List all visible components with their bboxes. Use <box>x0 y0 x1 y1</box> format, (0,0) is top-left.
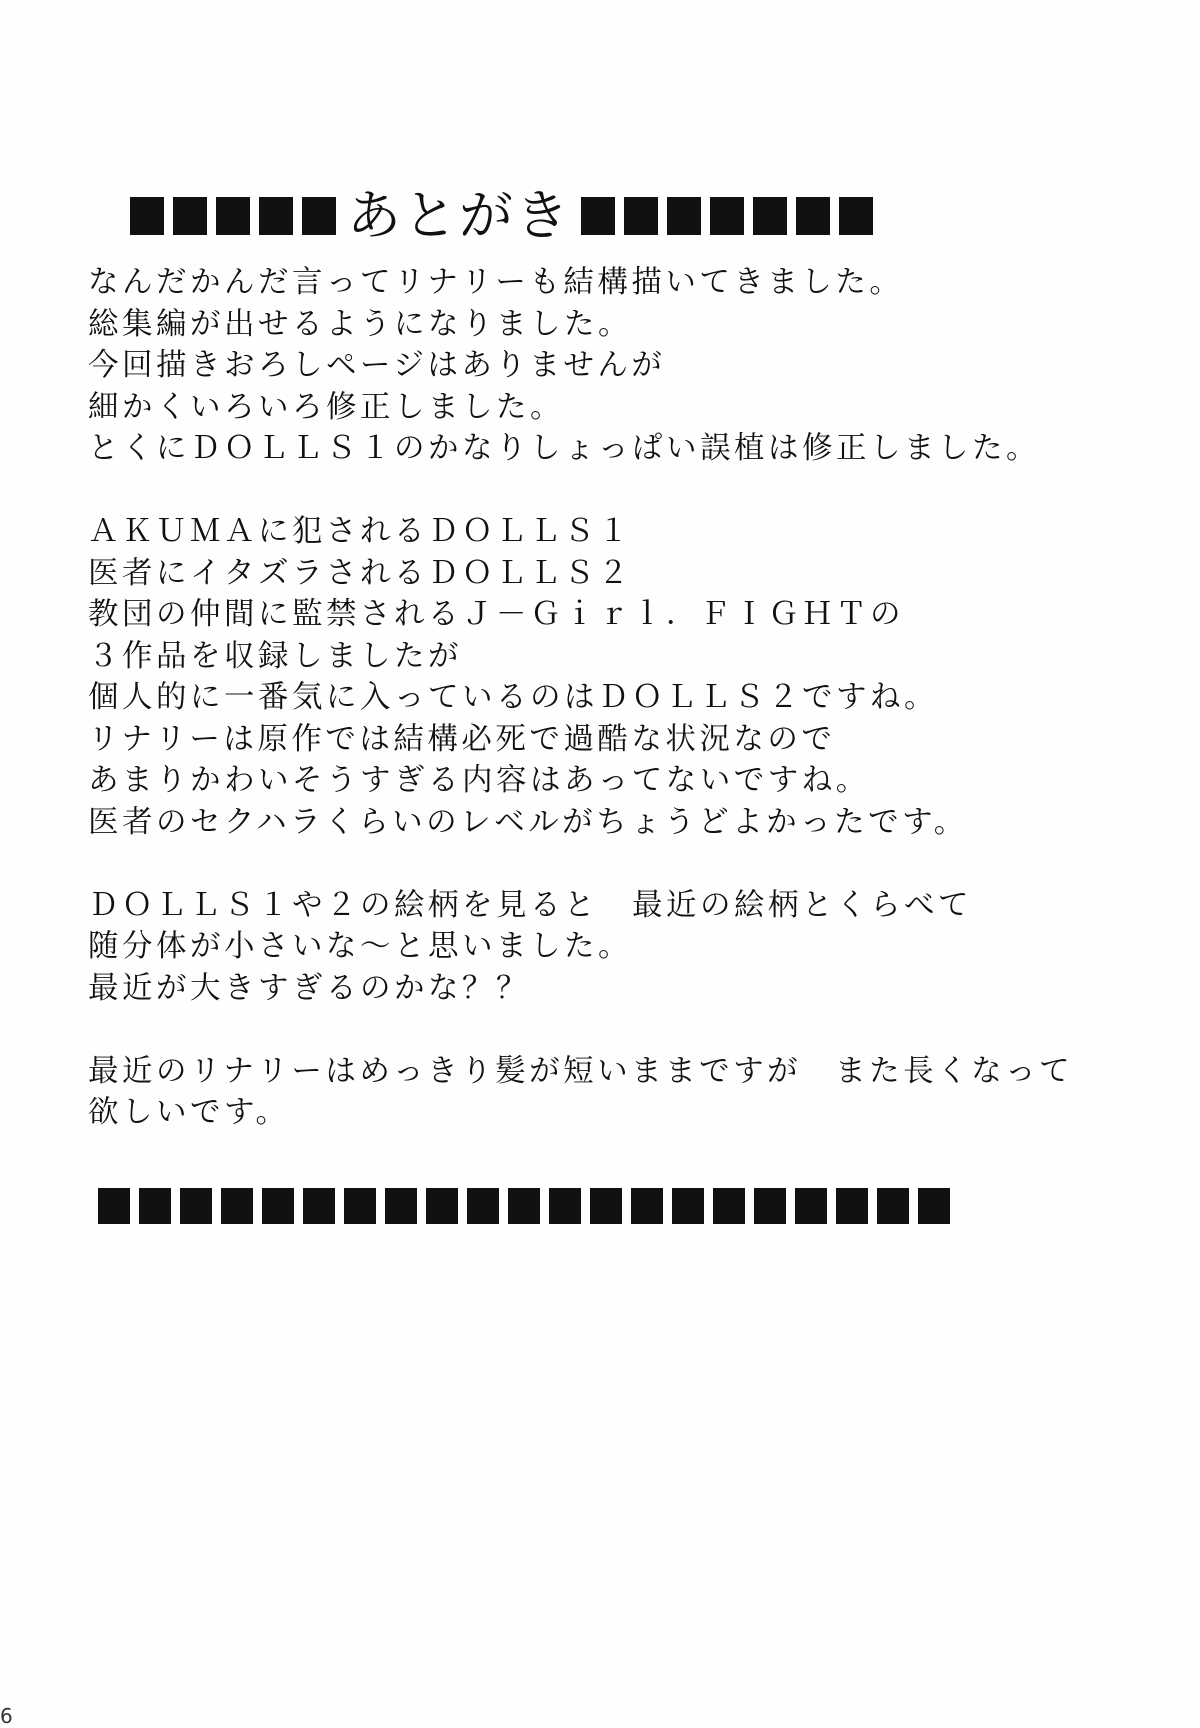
heading-right-square <box>796 197 830 235</box>
text-line: あまりかわいそうすぎる内容はあってないですね。 <box>88 763 870 798</box>
text-line: ＡＫＵＭＡに犯されるＤＯＬＬＳ１ <box>88 514 632 549</box>
footer-square <box>426 1188 458 1224</box>
footer-square <box>631 1188 663 1224</box>
heading-right-square <box>667 197 701 235</box>
footer-square <box>713 1188 745 1224</box>
footer-square <box>303 1188 335 1224</box>
heading-left-square <box>259 197 293 235</box>
text-line: 最近のリナリーはめっきり髪が短いままですが また長くなって <box>88 1053 1074 1089</box>
footer-square <box>877 1188 909 1224</box>
footer-square <box>98 1188 130 1224</box>
text-line: 教団の仲間に監禁されるＪ－Ｇｉｒｌ．ＦＩＧＨＴの <box>88 597 904 632</box>
text-line: ＤＯＬＬＳ１や２の絵柄を見ると 最近の絵柄とくらべて <box>88 887 972 923</box>
text-line: 医者にイタズラされるＤＯＬＬＳ２ <box>88 555 632 591</box>
text-line: 今回描きおろしページはありませんが <box>88 348 666 383</box>
footer-square <box>672 1188 704 1224</box>
page-number: 6 <box>0 1704 13 1728</box>
text-line: 総集編が出せるようになりました。 <box>88 306 632 342</box>
paragraph-gap <box>88 1009 1128 1051</box>
afterword-body <box>88 262 1128 1134</box>
text-line: 随分体が小さいな～と思いました。 <box>88 929 632 964</box>
footer-square <box>385 1188 417 1224</box>
footer-square <box>180 1188 212 1224</box>
heading-left-square <box>216 197 250 235</box>
text-line: 最近が大きすぎるのかな？？ <box>88 970 530 1006</box>
heading-right-square <box>839 197 873 235</box>
footer-square <box>549 1188 581 1224</box>
afterword-heading <box>130 186 882 246</box>
heading-title: あとがき <box>347 184 571 247</box>
text-line: とくにＤＯＬＬＳ１のかなりしょっぱい誤植は修正しました。 <box>88 431 1040 466</box>
text-line: なんだかんだ言ってリナリーも結構描いてきました。 <box>88 265 904 300</box>
footer-square-border <box>98 1188 959 1224</box>
heading-right-square <box>624 197 658 235</box>
footer-square <box>590 1188 622 1224</box>
footer-square <box>918 1188 950 1224</box>
text-line: 個人的に一番気に入っているのはＤＯＬＬＳ２ですね。 <box>88 680 938 715</box>
footer-square <box>139 1188 171 1224</box>
footer-square <box>221 1188 253 1224</box>
paragraph-gap <box>88 843 1128 885</box>
text-line: ３作品を収録しましたが <box>88 638 462 674</box>
footer-square <box>754 1188 786 1224</box>
footer-square <box>344 1188 376 1224</box>
footer-square <box>836 1188 868 1224</box>
heading-left-square <box>130 197 164 235</box>
text-line: 欲しいです。 <box>88 1095 290 1130</box>
footer-square <box>467 1188 499 1224</box>
paragraph-gap <box>88 470 1128 512</box>
heading-right-squares <box>581 197 882 235</box>
heading-left-square <box>173 197 207 235</box>
footer-square <box>795 1188 827 1224</box>
footer-square <box>508 1188 540 1224</box>
heading-left-squares <box>130 197 345 235</box>
text-line: 医者のセクハラくらいのレベルがちょうどよかったです。 <box>88 804 968 840</box>
text-line: 細かくいろいろ修正しました。 <box>88 389 564 425</box>
heading-left-square <box>302 197 336 235</box>
footer-square <box>262 1188 294 1224</box>
text-line: リナリーは原作では結構必死で過酷な状況なので <box>88 721 836 757</box>
heading-right-square <box>581 197 615 235</box>
heading-right-square <box>710 197 744 235</box>
heading-right-square <box>753 197 787 235</box>
